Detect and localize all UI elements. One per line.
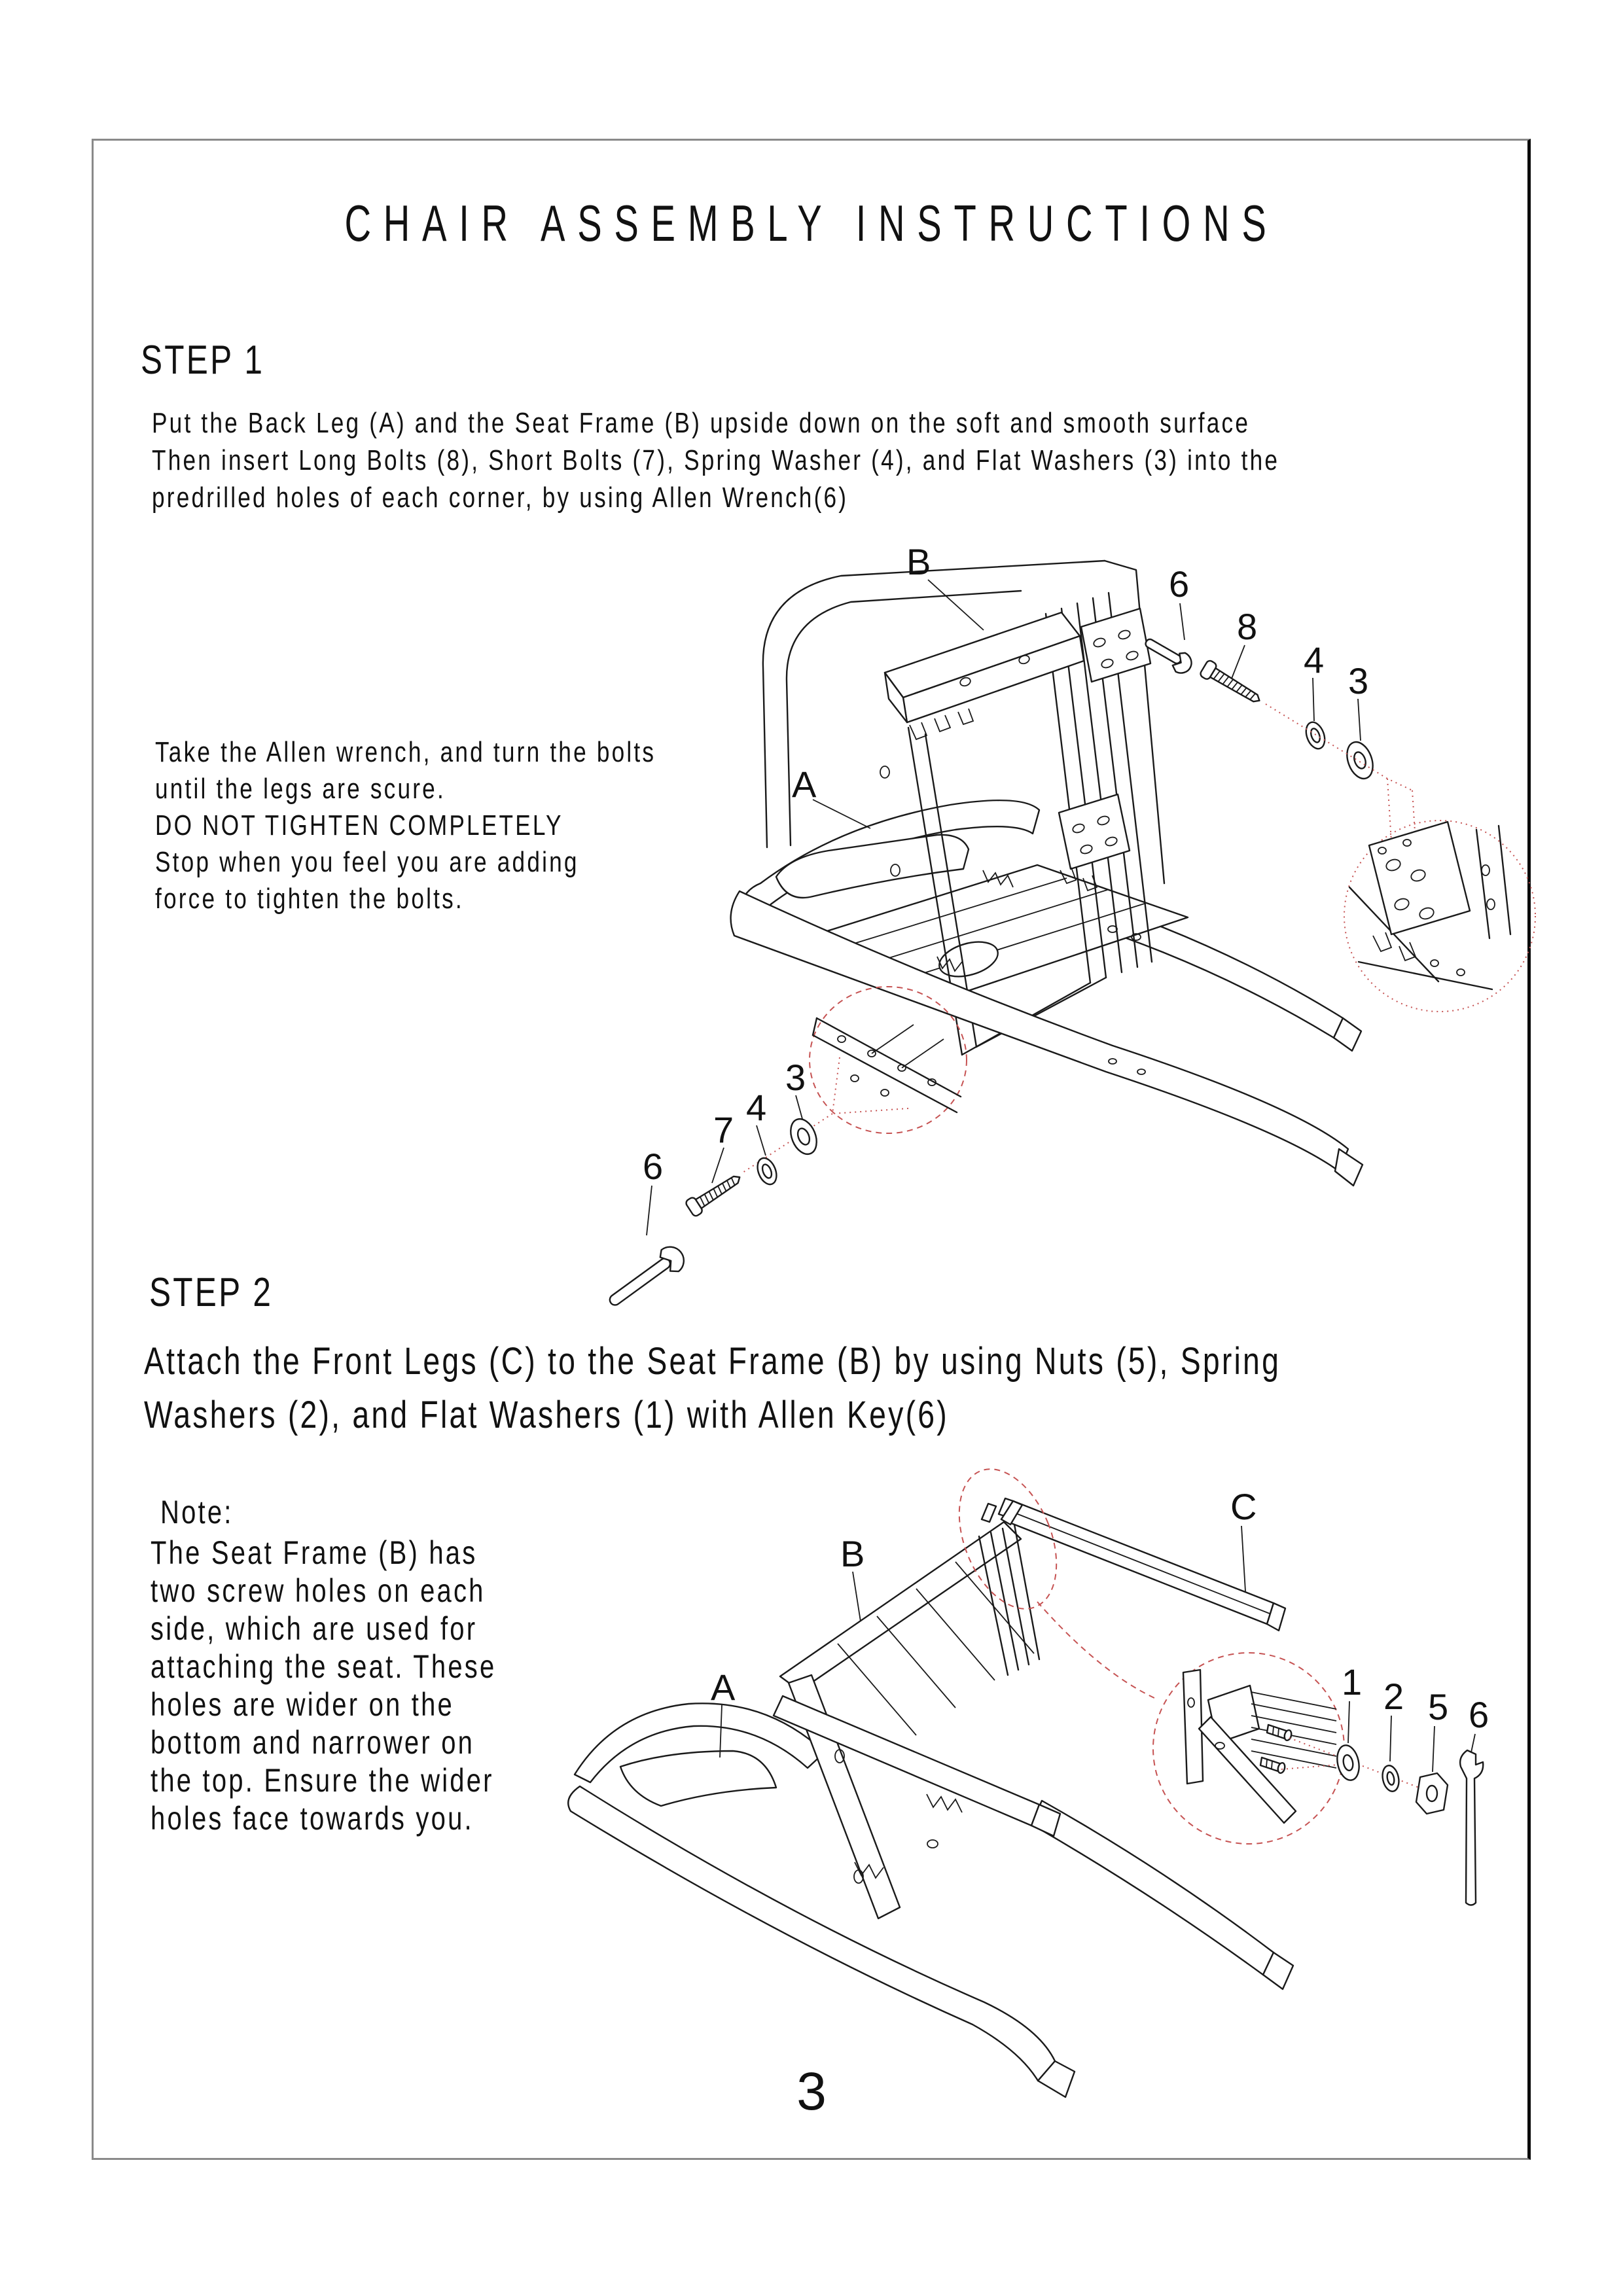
step1-heading: STEP 1	[141, 338, 265, 383]
joint-highlight	[940, 1455, 1156, 1699]
spring-washer-callout-2	[1380, 1676, 1404, 1793]
short-bolt-callout	[685, 1109, 745, 1217]
front-leg-callout-2	[1230, 1486, 1257, 1591]
left-leg-drawing-2	[568, 1786, 1075, 2097]
part-label-flat-washer-bottom: 3	[785, 1057, 806, 1098]
part-label-long-bolt: 8	[1237, 606, 1258, 647]
flat-washer-bottom-callout	[785, 1057, 821, 1158]
part-label-seat-frame: B	[906, 541, 931, 582]
step2-note-line: attaching the seat. These	[151, 1648, 497, 1685]
step2-note-title: Note:	[160, 1494, 234, 1530]
step1-instruction-line: predrilled holes of each corner, by using Allen Wrench(6)	[152, 482, 849, 514]
part-label-spring-washer-top: 4	[1304, 639, 1325, 680]
step2-heading: STEP 2	[149, 1270, 274, 1315]
step2-instructions	[144, 1335, 1281, 1442]
step1-note-line: Stop when you feel you are adding	[155, 846, 579, 878]
step2-note-line: bottom and narrower on	[151, 1724, 475, 1761]
detail-circle-step2	[1153, 1653, 1344, 1844]
step2-note-line: holes are wider on the	[151, 1686, 454, 1723]
part-label-spring-washer-2: 2	[1383, 1676, 1404, 1717]
step1-note-line: force to tighten the bolts.	[155, 883, 464, 915]
long-bolt-callout	[1199, 606, 1264, 709]
allen-key-drawing	[1460, 1750, 1483, 1905]
part-label-spring-washer-bottom: 4	[746, 1087, 767, 1128]
step2-note-line: holes face towards you.	[151, 1800, 474, 1837]
part-label-flat-washer-top: 3	[1348, 660, 1369, 701]
document-title: CHAIR ASSEMBLY INSTRUCTIONS	[344, 194, 1279, 252]
page-number: 3	[796, 2062, 827, 2121]
allen-key-callout-2	[1460, 1694, 1489, 1905]
flat-washer-callout-2	[1334, 1661, 1363, 1782]
step1-instruction-line: Put the Back Leg (A) and the Seat Frame (B) upside down on the soft and smooth surface	[152, 407, 1251, 439]
step2-instruction-line: Attach the Front Legs (C) to the Seat Frame (B) by using Nuts (5), Spring	[144, 1340, 1281, 1383]
step1-note-line: until the legs are scure.	[155, 773, 446, 805]
step2-note-line: the top. Ensure the wider	[151, 1762, 494, 1799]
part-label-flat-washer-2: 1	[1342, 1661, 1363, 1703]
seat-frame-drawing-2	[774, 1498, 1060, 1918]
back-leg-callout	[792, 764, 870, 828]
part-label-allen-wrench-bottom: 6	[643, 1146, 664, 1187]
allen-wrench-bottom-callout	[603, 1146, 690, 1315]
spring-washer-bottom-callout	[746, 1087, 780, 1187]
flat-washer-top-callout	[1342, 660, 1378, 782]
step2-note	[151, 1534, 496, 1837]
step2-note-line: side, which are used for	[151, 1610, 478, 1647]
step1-note-line: Take the Allen wrench, and turn the bolts	[155, 736, 656, 768]
part-label-back-leg-2: A	[711, 1667, 736, 1708]
step1-note-line: DO NOT TIGHTEN COMPLETELY	[155, 809, 563, 841]
step2-diagram	[556, 1459, 1531, 2133]
seat-frame-callout	[906, 541, 984, 630]
detail-circle-right	[1344, 821, 1535, 1012]
part-label-front-leg-2: C	[1230, 1486, 1257, 1527]
step2-note-line: The Seat Frame (B) has	[151, 1534, 478, 1571]
part-label-nut-2: 5	[1428, 1686, 1449, 1727]
step1-instruction-line: Then insert Long Bolts (8), Short Bolts (7), Spring Washer (4), and Flat Washers (3) into the	[152, 444, 1280, 476]
protruding-bolts	[1260, 1725, 1293, 1774]
right-leg-drawing-2	[1031, 1801, 1293, 1989]
step2-note-line: two screw holes on each	[151, 1572, 486, 1609]
seat-frame-callout-2	[840, 1533, 865, 1621]
part-label-allen-key-2: 6	[1469, 1694, 1489, 1735]
part-label-short-bolt: 7	[713, 1109, 734, 1150]
step2-instruction-line: Washers (2), and Flat Washers (1) with Allen Key(6)	[144, 1394, 949, 1436]
nut-callout-2	[1416, 1686, 1448, 1814]
part-label-allen-wrench-top: 6	[1169, 563, 1190, 605]
part-label-back-leg: A	[792, 764, 817, 805]
step1-diagram	[576, 497, 1544, 1322]
part-label-seat-frame-2: B	[840, 1533, 865, 1574]
